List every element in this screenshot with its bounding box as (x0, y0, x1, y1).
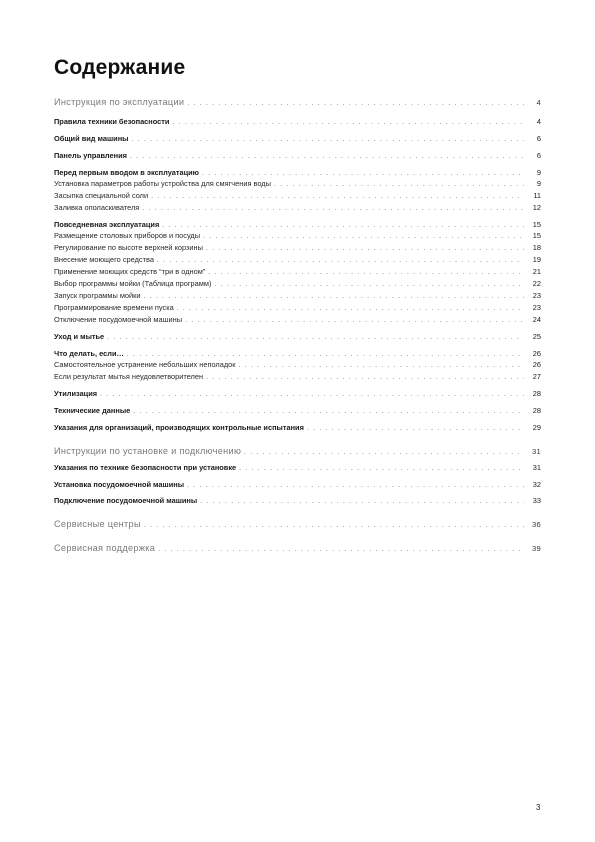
toc-leader-dots (187, 99, 524, 109)
toc-entry-page: 11 (533, 191, 541, 200)
toc-entry[interactable] (54, 389, 541, 400)
toc-entry-page: 23 (532, 291, 541, 300)
toc-leader-dots (214, 280, 524, 290)
toc-entry[interactable] (54, 134, 541, 145)
toc-entry-page: 27 (532, 372, 541, 381)
toc-entry-title: Перед первым вводом в эксплуатацию (54, 168, 199, 177)
toc-entry-title: Правила техники безопасности (54, 117, 170, 126)
toc-entry[interactable] (54, 360, 541, 371)
toc-entry-title: Отключение посудомоечной машины (54, 315, 183, 324)
toc-entry-title: Заливка ополаскивателя (54, 203, 140, 212)
toc-entry-title: Указания по технике безопасности при установке (54, 463, 237, 472)
toc-leader-dots (208, 268, 524, 278)
toc-entry-title: Программирование времени пуска (54, 303, 174, 312)
toc-entry[interactable] (54, 543, 541, 555)
page-title: Содержание (54, 56, 186, 79)
toc-leader-dots (185, 316, 524, 326)
toc-leader-dots (157, 256, 524, 266)
toc-entry-page: 26 (532, 360, 541, 369)
toc-entry-title: Указания для организаций, производящих контрольные испытания (54, 423, 304, 432)
toc-entry-title: Установка параметров работы устройства для смягчения воды (54, 179, 271, 188)
toc-entry-title: Панель управления (54, 151, 127, 160)
toc-entry-page: 32 (532, 480, 541, 489)
toc-entry[interactable] (54, 255, 541, 266)
toc-entry-page: 31 (531, 447, 541, 456)
toc-leader-dots (162, 221, 524, 231)
toc-leader-dots (238, 361, 524, 371)
toc-entry-page: 25 (532, 332, 541, 341)
toc-entry-page: 33 (532, 496, 541, 505)
toc-entry-page: 15 (532, 231, 541, 240)
toc-entry[interactable] (54, 423, 541, 434)
toc-entry[interactable] (54, 519, 541, 531)
toc-leader-dots (177, 304, 524, 314)
toc-entry-page: 23 (532, 303, 541, 312)
toc-entry-page: 31 (532, 463, 541, 472)
toc-entry[interactable] (54, 332, 541, 343)
table-of-contents (54, 0, 541, 842)
toc-entry[interactable] (54, 480, 541, 491)
toc-entry-page: 12 (532, 203, 541, 212)
toc-entry-page: 21 (532, 267, 541, 276)
toc-entry-title: Повседневная эксплуатация (54, 220, 160, 229)
toc-entry[interactable] (54, 406, 541, 417)
toc-entry-page: 22 (532, 279, 541, 288)
toc-entry-title: Уход и мытье (54, 332, 105, 341)
toc-leader-dots (151, 192, 524, 202)
toc-leader-dots (206, 244, 524, 254)
toc-entry-page: 26 (532, 349, 541, 358)
toc-entry[interactable] (54, 117, 541, 128)
toc-entry-title: Сервисные центры (54, 519, 141, 529)
toc-leader-dots (200, 497, 524, 507)
toc-leader-dots (206, 373, 524, 383)
toc-entry-page: 9 (536, 168, 541, 177)
toc-entry-title: Общий вид машины (54, 134, 129, 143)
toc-leader-dots (100, 390, 524, 400)
toc-entry[interactable] (54, 446, 541, 458)
toc-leader-dots (274, 180, 524, 190)
toc-leader-dots (307, 424, 524, 434)
toc-entry-page: 6 (536, 134, 541, 143)
toc-entry[interactable] (54, 231, 541, 242)
toc-entry-title: Самостоятельное устранение небольших неполадок (54, 360, 236, 369)
toc-entry[interactable] (54, 496, 541, 507)
toc-entry-page: 6 (536, 151, 541, 160)
toc-leader-dots (133, 407, 524, 417)
toc-entry[interactable] (54, 303, 541, 314)
toc-entry-title: Запуск программы мойки (54, 291, 141, 300)
toc-entry[interactable] (54, 220, 541, 231)
toc-entry-title: Внесение моющего средства (54, 255, 154, 264)
toc-entry[interactable] (54, 97, 541, 109)
toc-entry-page: 39 (531, 544, 541, 553)
toc-entry-title: Утилизация (54, 389, 98, 398)
toc-entry-title: Сервисная поддержка (54, 543, 156, 553)
toc-leader-dots (244, 448, 524, 458)
toc-leader-dots (142, 204, 524, 214)
toc-entry[interactable] (54, 315, 541, 326)
toc-leader-dots (144, 521, 524, 531)
page-number: 3 (536, 803, 541, 812)
toc-entry-title: Инструкции по установке и подключению (54, 446, 242, 456)
toc-entry-page: 4 (536, 117, 541, 126)
toc-leader-dots (187, 481, 524, 491)
toc-entry-title: Регулирование по высоте верхней корзины (54, 243, 203, 252)
toc-entry-page: 4 (536, 98, 541, 107)
toc-entry-title: Выбор программы мойки (Таблица программ) (54, 279, 212, 288)
toc-entry-title: Установка посудомоечной машины (54, 480, 185, 489)
toc-entry-title: Подключение посудомоечной машины (54, 496, 198, 505)
toc-leader-dots (130, 152, 524, 162)
toc-leader-dots (144, 292, 524, 302)
toc-entry[interactable] (54, 267, 541, 278)
toc-entry-page: 24 (532, 315, 541, 324)
toc-entry-page: 36 (531, 520, 541, 529)
toc-entry-title: Применение моющих средств “три в одном” (54, 267, 206, 276)
toc-entry-title: Инструкция по эксплуатации (54, 97, 185, 107)
toc-entry[interactable] (54, 179, 541, 190)
toc-entry-page: 18 (532, 243, 541, 252)
toc-entry[interactable] (54, 151, 541, 162)
toc-entry[interactable] (54, 279, 541, 290)
toc-entry[interactable] (54, 372, 541, 383)
toc-entry-page: 19 (532, 255, 541, 264)
toc-entry-page: 28 (532, 389, 541, 398)
toc-entry[interactable] (54, 243, 541, 254)
toc-entry[interactable] (54, 291, 541, 302)
toc-entry[interactable] (54, 203, 541, 214)
toc-entry-page: 15 (532, 220, 541, 229)
toc-leader-dots (203, 232, 524, 242)
toc-entry-page: 9 (536, 179, 541, 188)
toc-entry-page: 29 (532, 423, 541, 432)
toc-leader-dots (158, 545, 524, 555)
toc-entry[interactable] (54, 191, 541, 202)
toc-leader-dots (131, 135, 524, 145)
toc-leader-dots (107, 333, 524, 343)
toc-entry[interactable] (54, 349, 541, 360)
toc-entry[interactable] (54, 463, 541, 474)
toc-entry-page: 28 (532, 406, 541, 415)
toc-entry-title: Если результат мытья неудовлетворителен (54, 372, 204, 381)
toc-entry-title: Засыпка специальной соли (54, 191, 149, 200)
toc-leader-dots (202, 169, 524, 179)
toc-entry-title: Что делать, если… (54, 349, 124, 358)
toc-entry[interactable] (54, 168, 541, 179)
toc-leader-dots (127, 350, 524, 360)
toc-entry-title: Размещение столовых приборов и посуды (54, 231, 201, 240)
toc-entry-title: Технические данные (54, 406, 131, 415)
toc-leader-dots (172, 118, 524, 128)
toc-leader-dots (239, 464, 524, 474)
